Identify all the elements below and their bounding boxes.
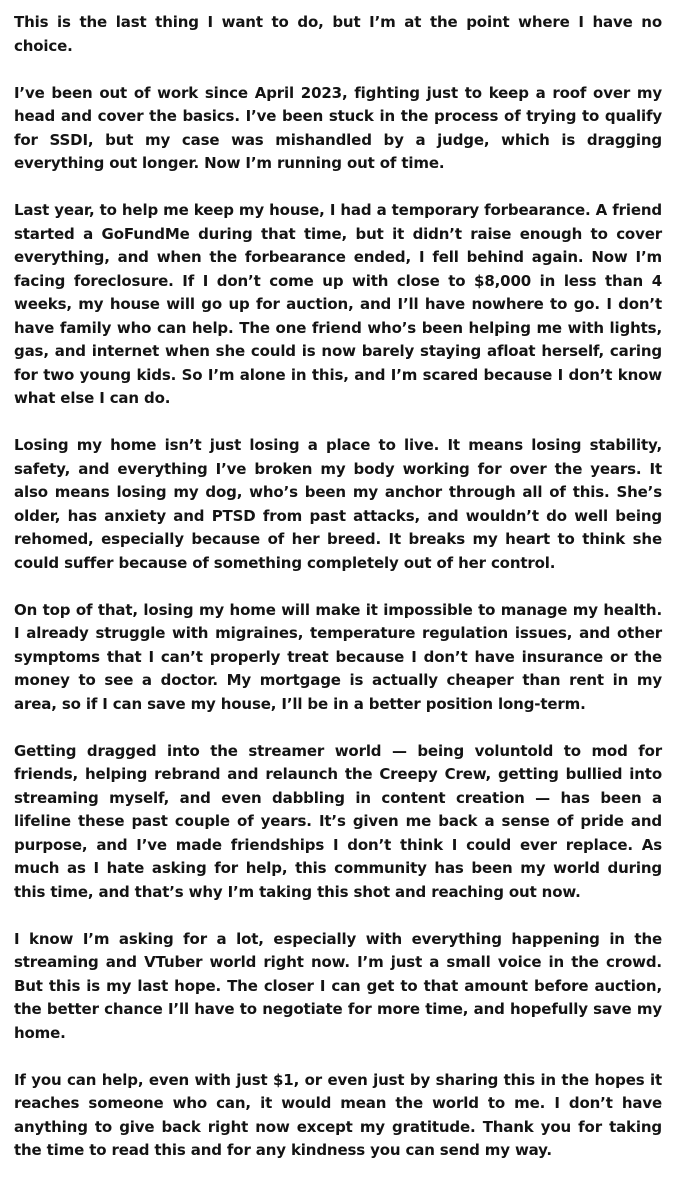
paragraph-closing-appeal: If you can help, even with just $1, or even just by sharing this in the hopes it reaches someone who can, it would mean the world to me. I don’t have anything to give back right now except my gratitude. Thank you for taking the time to read this and for any kindness you can send my way. (14, 1070, 662, 1159)
paragraph-opening: This is the last thing I want to do, but I’m at the point where I have no choice. (14, 13, 662, 55)
letter-document (14, 11, 662, 1163)
paragraph-health: On top of that, losing my home will make it impossible to manage my health. I already struggle with migraines, temperature regulation issues, and other symptoms that I can’t properly treat because I don’t have insurance or the money to see a doctor. My mortgage is actually cheaper than rent in my area, so if I can save my house, I’ll be in a better position long-term. (14, 600, 662, 713)
paragraph-last-hope: I know I’m asking for a lot, especially with everything happening in the streaming and VTuber world right now. I’m just a small voice in the crowd. But this is my last hope. The closer I can get to that amount before auction, the better chance I’ll have to negotiate for more time, and hopefully save my home. (14, 929, 662, 1042)
paragraph-foreclosure: Last year, to help me keep my house, I had a temporary forbearance. A friend started a GoFundMe during that time, but it didn’t raise enough to cover everything, and when the forbearance ended, I fell behind again. Now I’m facing foreclosure. If I don’t come up with close to $8,000 in less than 4 weeks, my house will go up for auction, and I’ll have nowhere to go. I don’t have family who can help. The one friend who’s been helping me with lights, gas, and internet when she could is now barely staying afloat herself, caring for two young kids. So I’m alone in this, and I’m scared because I don’t know what else I can do. (14, 201, 662, 407)
paragraph-unemployment: I’ve been out of work since April 2023, fighting just to keep a roof over my head and cover the basics. I’ve been stuck in the process of trying to qualify for SSDI, but my case was mishandled by a judge, which is dragging everything out longer. Now I’m running out of time. (14, 83, 662, 172)
paragraph-streamer-community: Getting dragged into the streamer world — being voluntold to mod for friends, helping rebrand and relaunch the Creepy Crew, getting bullied into streaming myself, and even dabbling in content creation — has been a lifeline these past couple of years. It’s given me back a sense of pride and purpose, and I’ve made friendships I don’t think I could ever replace. As much as I hate asking for help, this community has been my world during this time, and that’s why I’m taking this shot and reaching out now. (14, 741, 662, 901)
paragraph-home-and-dog: Losing my home isn’t just losing a place to live. It means losing stability, safety, and everything I’ve broken my body working for over the years. It also means losing my dog, who’s been my anchor through all of this. She’s older, has anxiety and PTSD from past attacks, and wouldn’t do well being rehomed, especially because of her breed. It breaks my heart to think she could suffer because of something completely out of her control. (14, 436, 662, 572)
